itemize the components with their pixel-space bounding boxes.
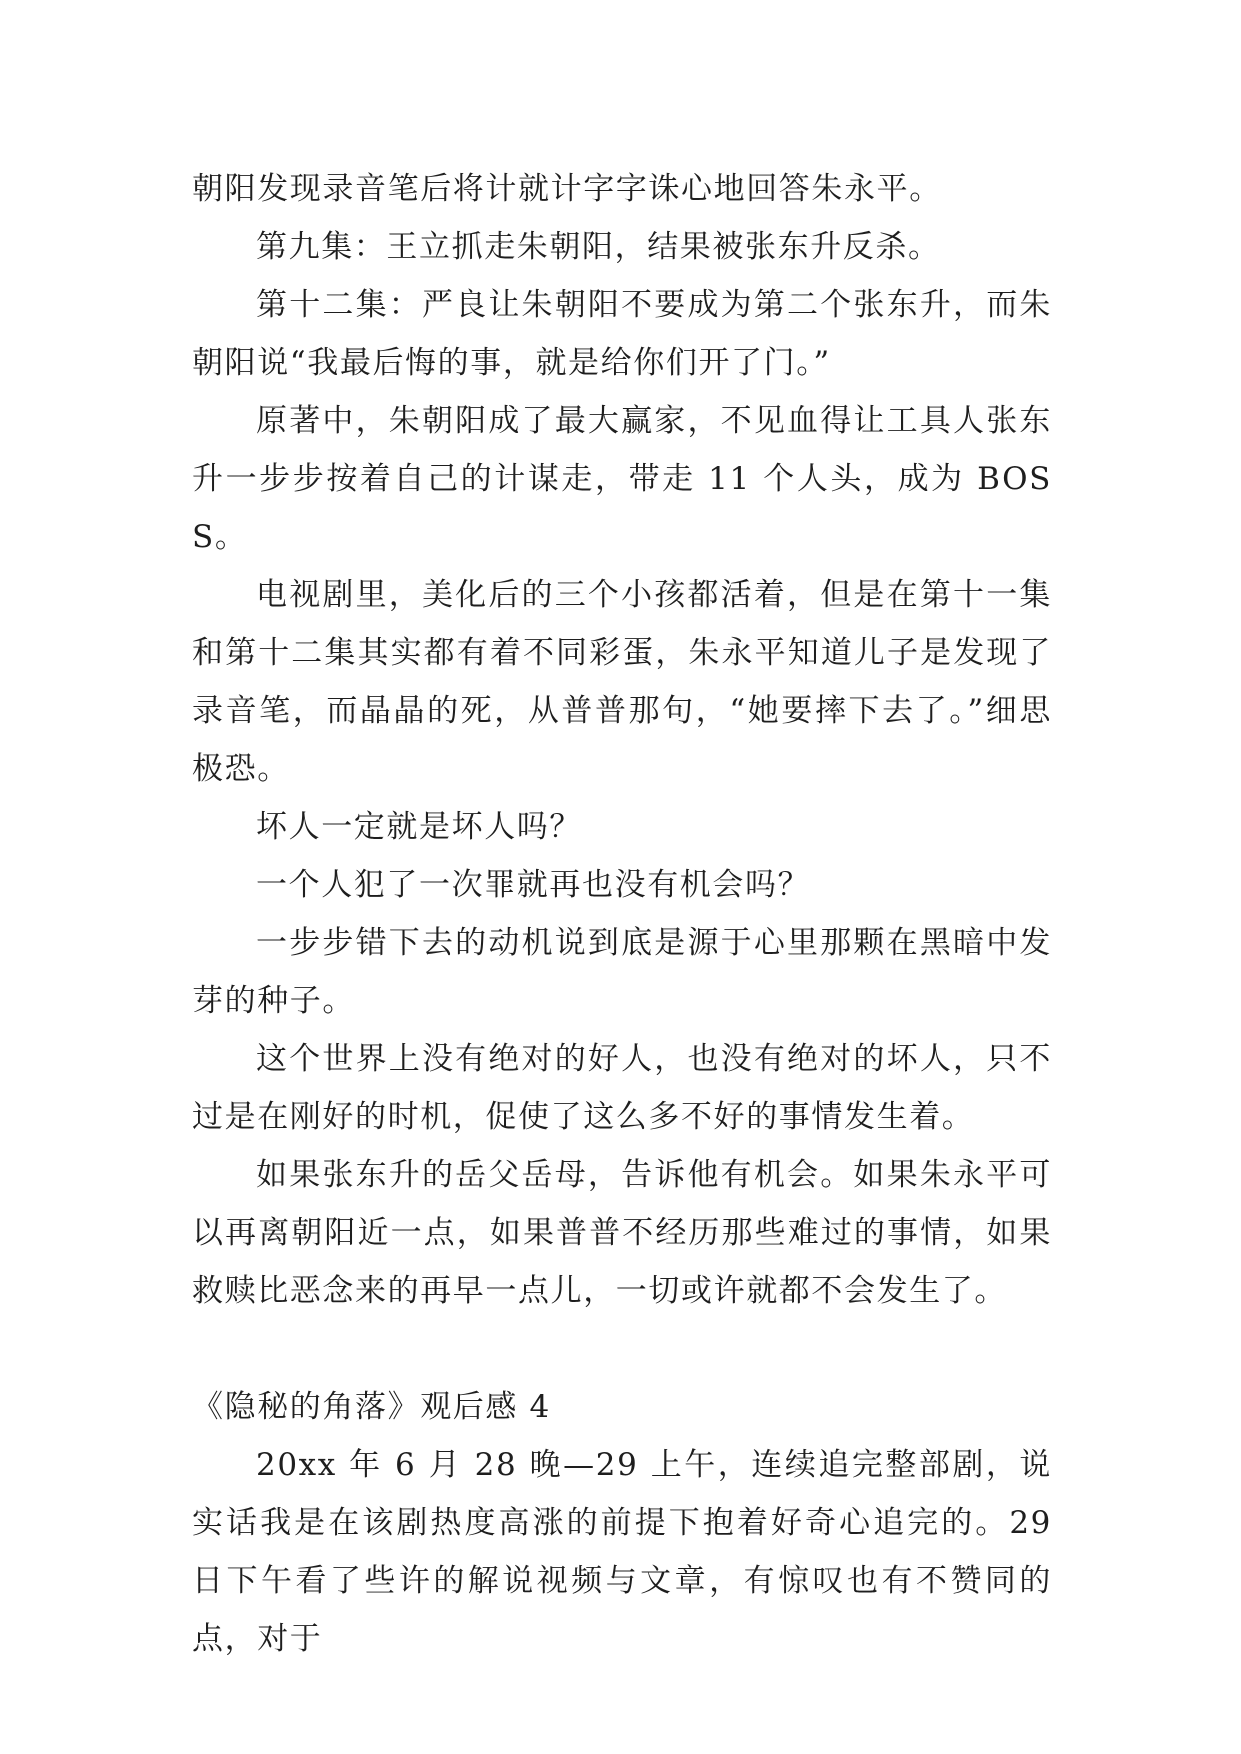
- paragraph-7: 一个人犯了一次罪就再也没有机会吗？: [256, 867, 811, 903]
- paragraph-2: 第九集：王立抓走朱朝阳，结果被张东升反杀。: [256, 229, 941, 265]
- section-title: 《隐秘的角落》观后感 4: [192, 1389, 551, 1425]
- paragraph-9: 这个世界上没有绝对的好人，也没有绝对的坏人，只不过是在刚好的时机，促使了这么多不好的事情发生着。: [192, 1041, 1052, 1135]
- document-page: [192, 160, 1052, 1668]
- paragraph-5: 电视剧里，美化后的三个小孩都活着，但是在第十一集和第十二集其实都有着不同彩蛋，朱永平知道儿子是发现了录音笔，而晶晶的死，从普普那句，“她要摔下去了。”细思极恐。: [192, 577, 1052, 787]
- paragraph-6: 坏人一定就是坏人吗？: [256, 809, 582, 845]
- paragraph-8: 一步步错下去的动机说到底是源于心里那颗在黑暗中发芽的种子。: [192, 925, 1052, 1019]
- paragraph-11: 20xx 年 6 月 28 晚—29 上午，连续追完整部剧，说实话我是在该剧热度高涨的前提下抱着好奇心追完的。29 日下午看了些许的解说视频与文章，有惊叹也有不赞同的点，对于: [192, 1447, 1052, 1657]
- paragraph-10: 如果张东升的岳父岳母，告诉他有机会。如果朱永平可以再离朝阳近一点，如果普普不经历那些难过的事情，如果救赎比恶念来的再早一点儿，一切或许就都不会发生了。: [192, 1157, 1052, 1309]
- section-spacer: [192, 1320, 1052, 1378]
- paragraph-3: 第十二集：严良让朱朝阳不要成为第二个张东升，而朱朝阳说“我最后悔的事，就是给你们开了门。”: [192, 287, 1052, 381]
- paragraph-4: 原著中，朱朝阳成了最大赢家，不见血得让工具人张东升一步步按着自己的计谋走，带走 11 个人头，成为 BOSS。: [192, 403, 1052, 555]
- paragraph-1: 朝阳发现录音笔后将计就计字字诛心地回答朱永平。: [192, 171, 942, 207]
